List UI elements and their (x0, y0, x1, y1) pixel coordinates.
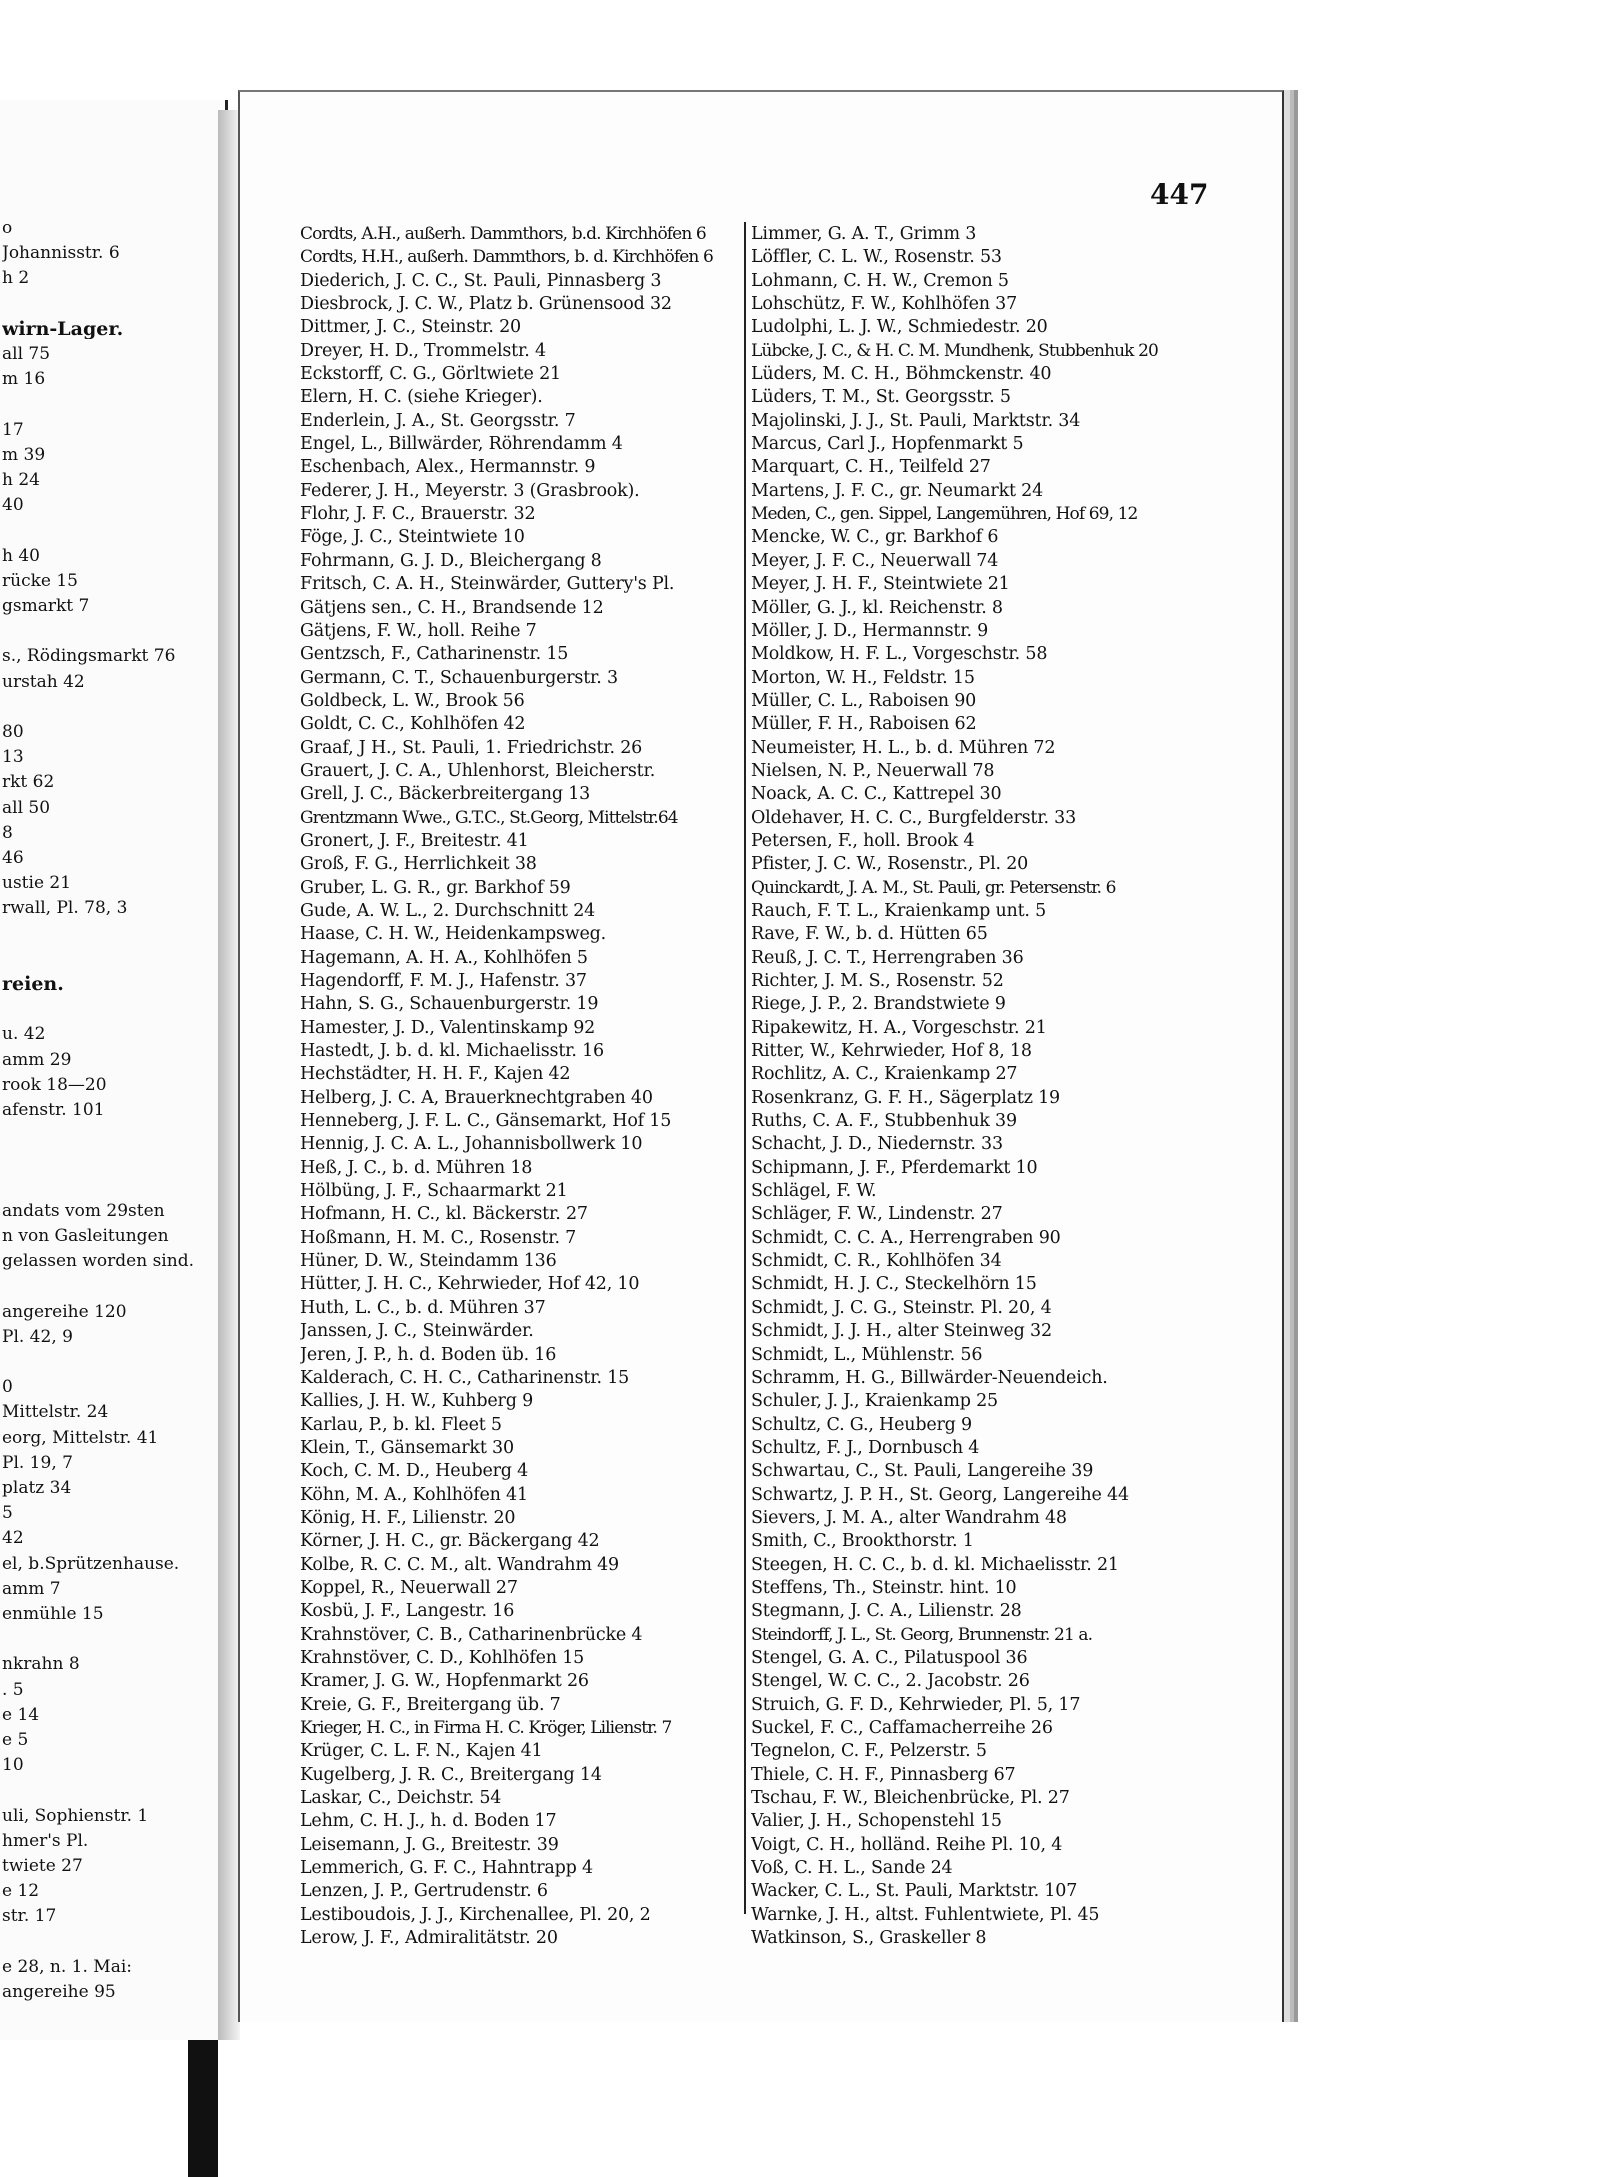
directory-entry: Graaf, J H., St. Pauli, 1. Friedrichstr. 26 (300, 737, 643, 758)
directory-entry: Stengel, W. C. C., 2. Jacobstr. 26 (751, 1671, 1030, 1692)
directory-entry: Dittmer, J. C., Steinstr. 20 (300, 317, 521, 338)
page-number: 447 (1150, 178, 1209, 211)
directory-entry: Körner, J. H. C., gr. Bäckergang 42 (300, 1531, 600, 1552)
left-page-text-fragment: 13 (2, 747, 24, 768)
directory-entry: Eschenbach, Alex., Hermannstr. 9 (300, 457, 596, 478)
directory-entry: Engel, L., Billwärder, Röhrendamm 4 (300, 434, 623, 455)
directory-entry: Noack, A. C. C., Kattrepel 30 (751, 784, 1002, 805)
directory-entry: Helberg, J. C. A, Brauerknechtgraben 40 (300, 1087, 653, 1108)
left-page-text-fragment: hmer's Pl. (2, 1830, 89, 1851)
directory-entry: Martens, J. F. C., gr. Neumarkt 24 (751, 480, 1044, 501)
directory-entry: Rosenkranz, G. F. H., Sägerplatz 19 (751, 1087, 1060, 1108)
directory-entry: Steegen, H. C. C., b. d. kl. Michaelisstr. 21 (751, 1554, 1119, 1575)
directory-entry: Föge, J. C., Steintwiete 10 (300, 527, 525, 548)
left-page-text-fragment: nkrahn 8 (2, 1654, 80, 1675)
left-page-text-fragment: 40 (2, 495, 24, 516)
directory-entry: Henneberg, J. F. L. C., Gänsemarkt, Hof 15 (300, 1111, 672, 1132)
directory-entry: Federer, J. H., Meyerstr. 3 (Grasbrook). (300, 480, 640, 501)
directory-entry: Lenzen, J. P., Gertrudenstr. 6 (300, 1881, 548, 1902)
directory-entry: Grell, J. C., Bäckerbreitergang 13 (300, 784, 591, 805)
directory-entry: Stengel, G. A. C., Pilatuspool 36 (751, 1647, 1028, 1668)
directory-entry: Stegmann, J. C. A., Lilienstr. 28 (751, 1601, 1022, 1622)
left-page-text-fragment: angereihe 95 (2, 1982, 116, 2002)
directory-entry: Hüner, D. W., Steindamm 136 (300, 1251, 557, 1272)
directory-entry: Lüders, M. C. H., Böhmckenstr. 40 (751, 364, 1052, 385)
directory-entry: Ripakewitz, H. A., Vorgeschstr. 21 (751, 1017, 1047, 1038)
left-page-text-fragment: e 14 (2, 1704, 40, 1725)
left-page-text-fragment: rücke 15 (2, 570, 78, 591)
left-page-text-fragment: e 5 (2, 1730, 29, 1750)
book-spine-edge (188, 2040, 218, 2177)
directory-entry: Haase, C. H. W., Heidenkampsweg. (300, 924, 607, 945)
left-page-text-fragment: eorg, Mittelstr. 41 (2, 1427, 159, 1448)
left-page-text-fragment: rwall, Pl. 78, 3 (2, 898, 128, 919)
left-page-text-fragment: 17 (2, 419, 24, 440)
directory-entry: Goldt, C. C., Kohlhöfen 42 (300, 714, 526, 735)
directory-entry: Marquart, C. H., Teilfeld 27 (751, 457, 991, 478)
directory-entry: Krahnstöver, C. D., Kohlhöfen 15 (300, 1647, 585, 1668)
left-page-text-fragment: amm 7 (2, 1578, 61, 1599)
directory-entry: Schmidt, L., Mühlenstr. 56 (751, 1344, 983, 1365)
directory-entry: Tschau, F. W., Bleichenbrücke, Pl. 27 (751, 1788, 1070, 1809)
left-page-text-fragment: Pl. 19, 7 (2, 1452, 73, 1473)
left-page-text-fragment: str. 17 (2, 1906, 57, 1927)
directory-entry: Lemmerich, G. F. C., Hahntrapp 4 (300, 1858, 593, 1879)
directory-entry: Kreie, G. F., Breitergang üb. 7 (300, 1694, 561, 1715)
directory-entry: Schuler, J. J., Kraienkamp 25 (751, 1391, 998, 1412)
directory-entry: Struich, G. F. D., Kehrwieder, Pl. 5, 17 (751, 1694, 1081, 1715)
directory-entry: Klein, T., Gänsemarkt 30 (300, 1437, 514, 1458)
directory-entry: Hahn, S. G., Schauenburgerstr. 19 (300, 994, 599, 1015)
directory-entry: Gätjens, F. W., holl. Reihe 7 (300, 620, 537, 641)
left-page-text-fragment: all 75 (2, 344, 51, 364)
directory-entry: Meyer, J. F. C., Neuerwall 74 (751, 550, 999, 571)
left-page-text-fragment: n von Gasleitungen (2, 1226, 169, 1246)
directory-entry: Suckel, F. C., Caffamacherreihe 26 (751, 1718, 1053, 1738)
left-page-text-fragment: enmühle 15 (2, 1604, 104, 1624)
directory-entry: Löffler, C. L. W., Rosenstr. 53 (751, 247, 1002, 268)
left-page (0, 100, 228, 2040)
directory-entry: Meden, C., gen. Sippel, Langemühren, Hof 69, 12 (751, 504, 1138, 525)
directory-entry: Huth, L. C., b. d. Mühren 37 (300, 1297, 546, 1318)
left-page-text-fragment: 42 (2, 1528, 24, 1549)
directory-entry: Lohmann, C. H. W., Cremon 5 (751, 270, 1009, 291)
directory-entry: Schacht, J. D., Niedernstr. 33 (751, 1134, 1003, 1155)
directory-entry: Hastedt, J. b. d. kl. Michaelisstr. 16 (300, 1041, 604, 1062)
directory-entry: Koppel, R., Neuerwall 27 (300, 1577, 518, 1598)
directory-entry: Ludolphi, L. J. W., Schmiedestr. 20 (751, 317, 1048, 338)
directory-entry: Gronert, J. F., Breitestr. 41 (300, 830, 529, 851)
directory-entry: Leisemann, J. G., Breitestr. 39 (300, 1834, 559, 1855)
book-gutter (218, 110, 240, 2040)
directory-entry: Schmidt, C. R., Kohlhöfen 34 (751, 1251, 1002, 1272)
directory-entry: Riege, J. P., 2. Brandstwiete 9 (751, 994, 1006, 1015)
directory-entry: Wacker, C. L., St. Pauli, Marktstr. 107 (751, 1881, 1078, 1902)
left-page-text-fragment: twiete 27 (2, 1856, 83, 1876)
left-page-text-fragment: h 40 (2, 545, 40, 566)
directory-entry: Schmidt, H. J. C., Steckelhörn 15 (751, 1274, 1037, 1295)
directory-entry: Krüger, C. L. F. N., Kajen 41 (300, 1741, 543, 1762)
directory-entry: Laskar, C., Deichstr. 54 (300, 1788, 502, 1809)
directory-entry: Grentzmann Wwe., G.T.C., St.Georg, Mittelstr.64 (300, 807, 678, 828)
directory-entry: Flohr, J. F. C., Brauerstr. 32 (300, 504, 536, 525)
directory-entry: Hofmann, H. C., kl. Bäckerstr. 27 (300, 1204, 588, 1225)
column-divider (744, 222, 746, 1914)
directory-entry: Schwartz, J. P. H., St. Georg, Langereihe 44 (751, 1484, 1129, 1505)
directory-entry: Thiele, C. H. F., Pinnasberg 67 (751, 1764, 1016, 1785)
directory-entry: Rochlitz, A. C., Kraienkamp 27 (751, 1064, 1018, 1085)
directory-entry: Kalderach, C. H. C., Catharinenstr. 15 (300, 1367, 630, 1388)
left-page-heading-fragment: reien. (2, 974, 64, 994)
directory-entry: Groß, F. G., Herrlichkeit 38 (300, 854, 537, 875)
left-page-text-fragment: s., Rödingsmarkt 76 (2, 646, 176, 667)
directory-entry: Schultz, C. G., Heuberg 9 (751, 1414, 972, 1435)
directory-entry: Heß, J. C., b. d. Mühren 18 (300, 1157, 533, 1178)
left-page-text-fragment: platz 34 (2, 1478, 72, 1498)
left-page-text-fragment: andats vom 29sten (2, 1200, 165, 1221)
directory-entry: Krahnstöver, C. B., Catharinenbrücke 4 (300, 1624, 643, 1645)
directory-entry: Lübcke, J. C., & H. C. M. Mundhenk, Stubbenhuk 20 (751, 340, 1158, 361)
left-page-text-fragment: 0 (2, 1377, 13, 1398)
directory-entry: Möller, G. J., kl. Reichenstr. 8 (751, 597, 1003, 618)
directory-entry: Moldkow, H. F. L., Vorgeschstr. 58 (751, 644, 1048, 665)
directory-entry: Voß, C. H. L., Sande 24 (751, 1858, 953, 1879)
left-page-text-fragment: rook 18—20 (2, 1074, 107, 1095)
left-page-text-fragment: . 5 (2, 1679, 24, 1700)
directory-entry: Gruber, L. G. R., gr. Barkhof 59 (300, 877, 571, 898)
directory-entry: Schmidt, C. C. A., Herrengraben 90 (751, 1227, 1061, 1248)
directory-entry: Majolinski, J. J., St. Pauli, Marktstr. 34 (751, 410, 1081, 431)
directory-entry: Ruths, C. A. F., Stubbenhuk 39 (751, 1111, 1017, 1132)
directory-entry: Schläger, F. W., Lindenstr. 27 (751, 1204, 1003, 1225)
directory-entry: Smith, C., Brookthorstr. 1 (751, 1531, 974, 1552)
left-page-text-fragment: gsmarkt 7 (2, 596, 90, 616)
directory-entry: Eckstorff, C. G., Görltwiete 21 (300, 364, 561, 385)
left-page-text-fragment: angereihe 120 (2, 1301, 127, 1322)
directory-entry: Oldehaver, H. C. C., Burgfelderstr. 33 (751, 807, 1077, 828)
directory-entry: Hütter, J. H. C., Kehrwieder, Hof 42, 10 (300, 1274, 640, 1295)
directory-entry: Kugelberg, J. R. C., Breitergang 14 (300, 1764, 602, 1785)
directory-entry: Schwartau, C., St. Pauli, Langereihe 39 (751, 1461, 1094, 1482)
directory-entry: Gude, A. W. L., 2. Durchschnitt 24 (300, 900, 596, 921)
directory-entry: Hagemann, A. H. A., Kohlhöfen 5 (300, 947, 588, 968)
directory-entry: Gätjens sen., C. H., Brandsende 12 (300, 597, 604, 618)
left-page-text-fragment: e 12 (2, 1881, 40, 1902)
directory-entry: Fritsch, C. A. H., Steinwärder, Guttery's Pl. (300, 574, 675, 595)
directory-entry: Steffens, Th., Steinstr. hint. 10 (751, 1577, 1017, 1598)
left-page-text-fragment: o (2, 218, 13, 238)
directory-entry: Möller, J. D., Hermannstr. 9 (751, 620, 989, 641)
directory-entry: Schmidt, J. C. G., Steinstr. Pl. 20, 4 (751, 1297, 1052, 1318)
directory-entry: Germann, C. T., Schauenburgerstr. 3 (300, 667, 618, 688)
left-page-text-fragment: Pl. 42, 9 (2, 1326, 73, 1347)
directory-entry: Müller, C. L., Raboisen 90 (751, 690, 977, 711)
directory-entry: Schlägel, F. W. (751, 1181, 877, 1202)
directory-entry: Tegnelon, C. F., Pelzerstr. 5 (751, 1741, 987, 1762)
directory-entry: Petersen, F., holl. Brook 4 (751, 830, 975, 851)
directory-entry: Hamester, J. D., Valentinskamp 92 (300, 1017, 596, 1038)
directory-entry: Schramm, H. G., Billwärder-Neuendeich. (751, 1367, 1108, 1388)
directory-entry: Lerow, J. F., Admiralitätstr. 20 (300, 1928, 558, 1949)
left-page-text-fragment: 10 (2, 1755, 24, 1776)
directory-entry: Hoßmann, H. M. C., Rosenstr. 7 (300, 1227, 577, 1248)
directory-entry: Diederich, J. C. C., St. Pauli, Pinnasberg 3 (300, 270, 662, 291)
directory-entry: Lüders, T. M., St. Georgsstr. 5 (751, 387, 1011, 408)
directory-entry: Dreyer, H. D., Trommelstr. 4 (300, 340, 546, 361)
left-page-text-fragment: h 24 (2, 470, 40, 490)
directory-entry: Elern, H. C. (siehe Krieger). (300, 387, 543, 408)
left-page-text-fragment: Johannisstr. 6 (2, 243, 120, 264)
directory-entry: Valier, J. H., Schopenstehl 15 (751, 1811, 1002, 1832)
directory-entry: Koch, C. M. D., Heuberg 4 (300, 1461, 529, 1482)
directory-entry: Gentzsch, F., Catharinenstr. 15 (300, 644, 569, 665)
directory-entry: Hagendorff, F. M. J., Hafenstr. 37 (300, 971, 587, 991)
left-page-text-fragment: 46 (2, 848, 24, 868)
directory-entry: Voigt, C. H., holländ. Reihe Pl. 10, 4 (751, 1834, 1063, 1855)
left-page-text-fragment: m 16 (2, 369, 46, 390)
directory-entry: Kramer, J. G. W., Hopfenmarkt 26 (300, 1671, 589, 1692)
directory-entry: Enderlein, J. A., St. Georgsstr. 7 (300, 410, 576, 431)
directory-entry: Quinckardt, J. A. M., St. Pauli, gr. Petersenstr. 6 (751, 877, 1116, 898)
left-page-text-fragment: u. 42 (2, 1024, 46, 1045)
directory-entry: Rauch, F. T. L., Kraienkamp unt. 5 (751, 900, 1047, 921)
directory-entry: Cordts, A.H., außerh. Dammthors, b.d. Kirchhöfen 6 (300, 224, 706, 244)
directory-entry: Lohschütz, F. W., Kohlhöfen 37 (751, 294, 1018, 315)
directory-entry: Karlau, P., b. kl. Fleet 5 (300, 1414, 502, 1435)
left-page-text-fragment: m 39 (2, 444, 46, 465)
left-page-text-fragment: el, b.Sprützenhause. (2, 1553, 180, 1574)
directory-entry: König, H. F., Lilienstr. 20 (300, 1507, 516, 1528)
directory-entry: Nielsen, N. P., Neuerwall 78 (751, 760, 995, 781)
directory-entry: Pfister, J. C. W., Rosenstr., Pl. 20 (751, 854, 1029, 875)
directory-entry: Sievers, J. M. A., alter Wandrahm 48 (751, 1507, 1067, 1528)
directory-entry: Janssen, J. C., Steinwärder. (300, 1321, 534, 1342)
directory-column-left (300, 223, 755, 1950)
directory-entry: Marcus, Carl J., Hopfenmarkt 5 (751, 434, 1024, 455)
directory-entry: Schmidt, J. J. H., alter Steinweg 32 (751, 1321, 1052, 1342)
directory-entry: Neumeister, H. L., b. d. Mühren 72 (751, 737, 1056, 758)
directory-entry: Diesbrock, J. C. W., Platz b. Grünensood 32 (300, 294, 672, 315)
directory-entry: Köhn, M. A., Kohlhöfen 41 (300, 1484, 528, 1505)
directory-entry: Lehm, C. H. J., h. d. Boden 17 (300, 1811, 557, 1832)
directory-column-right (751, 223, 1206, 1950)
directory-entry: Lestiboudois, J. J., Kirchenallee, Pl. 20, 2 (300, 1904, 651, 1925)
directory-entry: Ritter, W., Kehrwieder, Hof 8, 18 (751, 1041, 1032, 1062)
directory-entry: Müller, F. H., Raboisen 62 (751, 714, 977, 735)
directory-entry: Krieger, H. C., in Firma H. C. Kröger, Lilienstr. 7 (300, 1718, 672, 1738)
directory-entry: Meyer, J. H. F., Steintwiete 21 (751, 574, 1010, 595)
left-page-text-fragment: all 50 (2, 797, 51, 818)
directory-entry: Kallies, J. H. W., Kuhberg 9 (300, 1391, 533, 1412)
directory-entry: Warnke, J. H., altst. Fuhlentwiete, Pl. 45 (751, 1904, 1100, 1925)
left-page-text-fragment: e 28, n. 1. Mai: (2, 1956, 132, 1977)
directory-entry: Grauert, J. C. A., Uhlenhorst, Bleicherstr. (300, 760, 656, 781)
left-page-text-fragment: gelassen worden sind. (2, 1251, 194, 1272)
directory-entry: Jeren, J. P., h. d. Boden üb. 16 (300, 1344, 557, 1365)
left-page-text-fragment: afenstr. 101 (2, 1100, 105, 1120)
directory-entry: Reuß, J. C. T., Herrengraben 36 (751, 947, 1024, 968)
directory-entry: Rave, F. W., b. d. Hütten 65 (751, 924, 988, 945)
directory-entry: Limmer, G. A. T., Grimm 3 (751, 224, 977, 244)
directory-entry: Hölbüng, J. F., Schaarmarkt 21 (300, 1181, 568, 1202)
left-page-text-fragment: rkt 62 (2, 772, 55, 793)
directory-entry: Morton, W. H., Feldstr. 15 (751, 667, 975, 688)
directory-entry: Steindorff, J. L., St. Georg, Brunnenstr. 21 a. (751, 1624, 1093, 1645)
left-page-text-fragment: 80 (2, 722, 24, 742)
left-page-heading-fragment: wirn-Lager. (2, 318, 124, 339)
directory-entry: Cordts, H.H., außerh. Dammthors, b. d. Kirchhöfen 6 (300, 247, 713, 268)
directory-entry: Richter, J. M. S., Rosenstr. 52 (751, 971, 1004, 991)
directory-entry: Watkinson, S., Graskeller 8 (751, 1928, 987, 1949)
directory-entry: Fohrmann, G. J. D., Bleichergang 8 (300, 550, 602, 571)
directory-entry: Hechstädter, H. H. F., Kajen 42 (300, 1064, 571, 1085)
directory-entry: Schipmann, J. F., Pferdemarkt 10 (751, 1157, 1038, 1178)
directory-entry: Goldbeck, L. W., Brook 56 (300, 690, 525, 711)
directory-entry: Kosbü, J. F., Langestr. 16 (300, 1601, 515, 1622)
directory-entry: Mencke, W. C., gr. Barkhof 6 (751, 527, 999, 548)
left-page-text-fragment: amm 29 (2, 1049, 72, 1070)
left-page-text-fragment: uli, Sophienstr. 1 (2, 1805, 149, 1826)
directory-entry: Schultz, F. J., Dornbusch 4 (751, 1437, 980, 1458)
directory-entry: Hennig, J. C. A. L., Johannisbollwerk 10 (300, 1134, 643, 1155)
left-page-text-fragment: 8 (2, 822, 13, 843)
left-page-text-fragment: 5 (2, 1503, 13, 1524)
directory-entry: Kolbe, R. C. C. M., alt. Wandrahm 49 (300, 1554, 619, 1575)
left-page-text-fragment: urstah 42 (2, 671, 85, 692)
left-page-text-fragment: Mittelstr. 24 (2, 1402, 109, 1423)
left-page-text-fragment: ustie 21 (2, 873, 72, 894)
left-page-text-fragment: h 2 (2, 268, 30, 289)
